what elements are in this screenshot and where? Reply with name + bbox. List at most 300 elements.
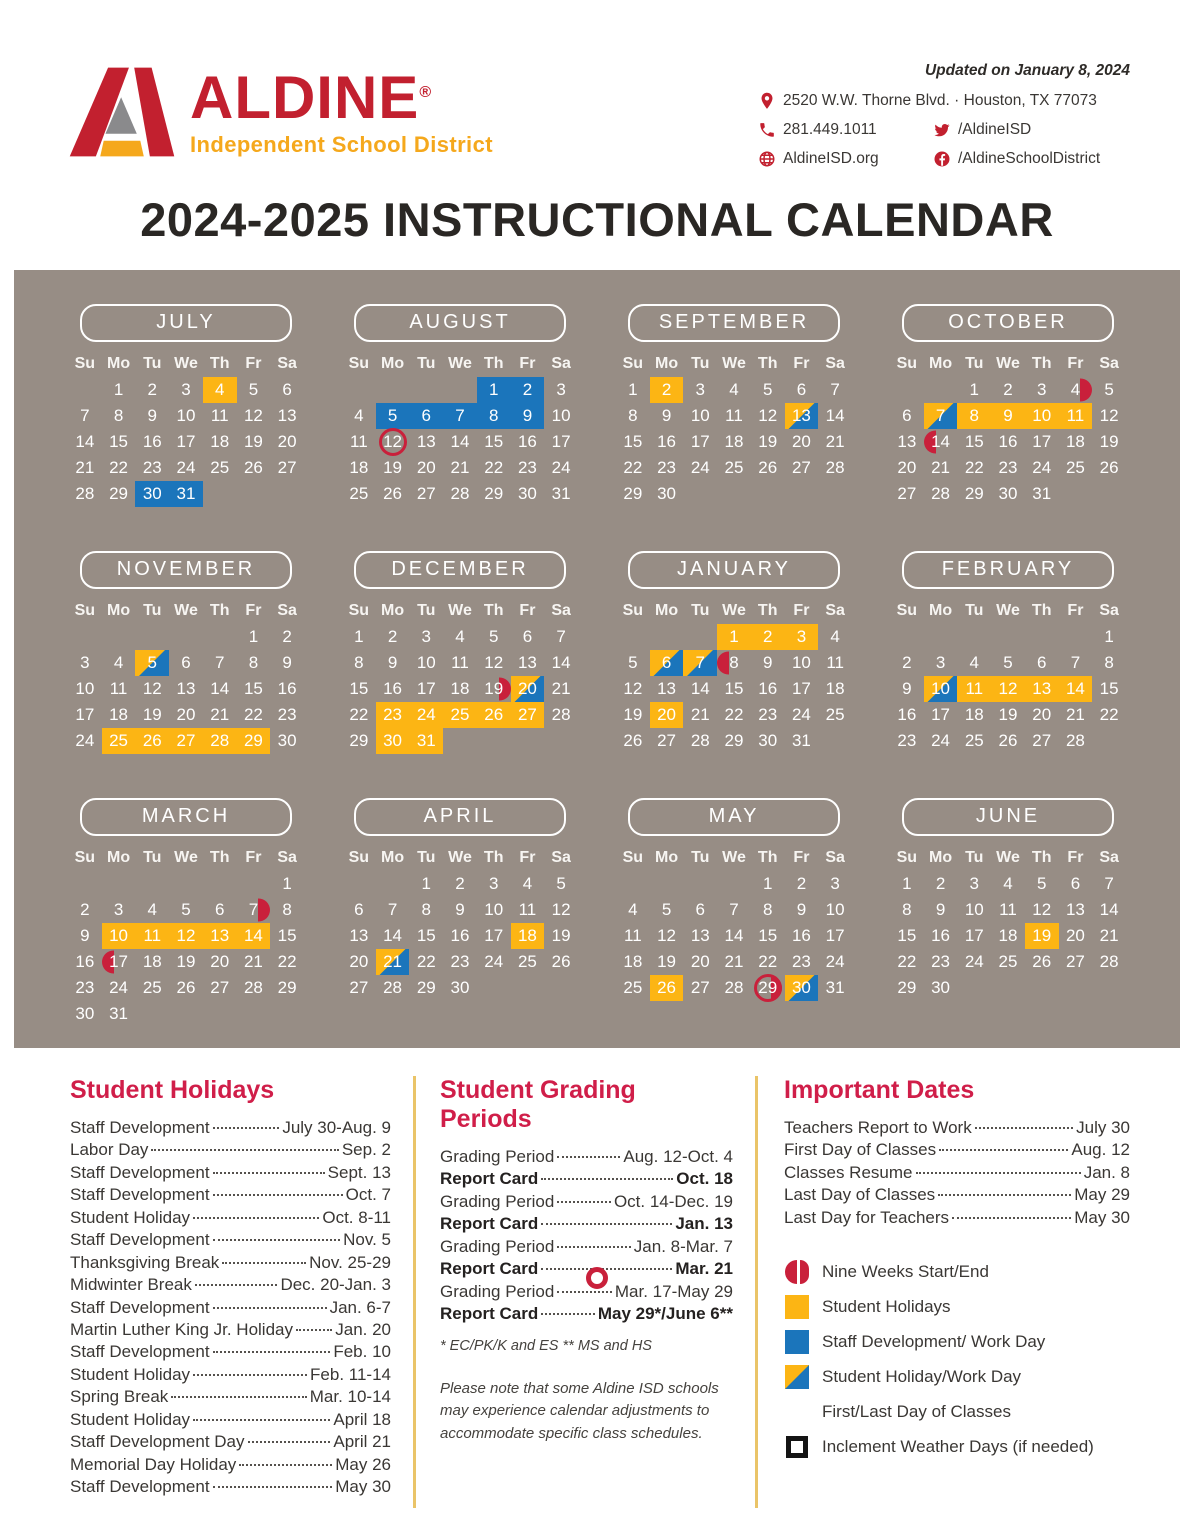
day-number: 30 (657, 484, 677, 503)
empty-cell (169, 624, 203, 650)
day-number: 3 (796, 627, 807, 646)
day-number: 21 (931, 458, 951, 477)
day-of-week-label: Mo (929, 602, 953, 619)
day-cell (1092, 455, 1126, 481)
day-number: 26 (758, 458, 778, 477)
blue-swatch-icon (785, 1330, 809, 1354)
day-cell (135, 949, 169, 975)
day-number: 9 (455, 900, 465, 919)
day-cell (818, 403, 852, 429)
day-cell (650, 481, 684, 507)
day-number: 18 (142, 952, 162, 971)
list-item (70, 1319, 391, 1341)
day-number: 12 (484, 653, 504, 672)
day-number: 13 (791, 406, 811, 425)
list-item (440, 1213, 733, 1235)
day-cell (924, 650, 958, 676)
empty-cell (342, 871, 376, 897)
twitter-icon (933, 121, 951, 139)
box-legend-icon (784, 1434, 810, 1460)
item-label: Grading Period (440, 1191, 555, 1211)
item-label: Staff Development (70, 1297, 210, 1317)
day-number: 21 (210, 705, 230, 724)
ring-legend-icon (784, 1399, 810, 1425)
day-number: 30 (277, 731, 297, 750)
day-cell (1059, 702, 1093, 728)
day-cell (443, 624, 477, 650)
day-cell (1092, 403, 1126, 429)
day-number: 1 (421, 874, 432, 893)
day-of-week-label: Tu (965, 355, 984, 372)
day-number: 1 (113, 380, 124, 399)
day-of-week-label: Su (622, 602, 644, 619)
website-row[interactable] (758, 150, 933, 168)
day-cell (270, 624, 304, 650)
month-days (890, 844, 1126, 1001)
day-cell (650, 403, 684, 429)
day-number: 5 (147, 653, 158, 672)
day-number: 20 (277, 432, 297, 451)
day-number: 25 (142, 978, 162, 997)
day-cell (376, 676, 410, 702)
dotted-leader (916, 1172, 1081, 1174)
day-of-week-label: Su (348, 602, 370, 619)
item-label: Staff Development (70, 1185, 210, 1205)
nine-weeks-end-marker (1080, 379, 1092, 402)
day-number: 22 (109, 458, 129, 477)
day-number: 4 (214, 380, 225, 399)
month-days (68, 350, 304, 507)
day-cell (1025, 403, 1059, 429)
day-cell (203, 923, 237, 949)
day-number: 15 (416, 926, 436, 945)
day-cell (342, 949, 376, 975)
item-date: Nov. 25-29 (309, 1252, 391, 1272)
facebook-row[interactable] (933, 150, 1130, 168)
empty-cell (616, 624, 650, 650)
day-cell (102, 377, 136, 403)
day-number: 9 (1003, 406, 1013, 425)
empty-cell (169, 871, 203, 897)
day-number: 20 (897, 458, 917, 477)
month-title: JULY (80, 304, 292, 342)
day-number: 18 (964, 705, 984, 724)
day-number: 23 (383, 705, 403, 724)
day-number: 10 (484, 900, 504, 919)
day-number: 25 (998, 952, 1018, 971)
day-number: 3 (421, 627, 432, 646)
day-number: 26 (383, 484, 403, 503)
day-number: 19 (1099, 432, 1119, 451)
day-cell (991, 676, 1025, 702)
day-number: 24 (1032, 458, 1052, 477)
day-cell (443, 975, 477, 1001)
empty-cell (102, 871, 136, 897)
day-number: 20 (517, 679, 537, 698)
item-label: Labor Day (70, 1140, 149, 1160)
day-cell (1059, 676, 1093, 702)
day-cell (376, 650, 410, 676)
day-number: 30 (791, 978, 811, 997)
day-number: 29 (964, 484, 984, 503)
day-number: 15 (277, 926, 297, 945)
day-cell (443, 949, 477, 975)
day-cell (616, 403, 650, 429)
day-number: 6 (282, 380, 292, 399)
day-number: 8 (282, 900, 292, 919)
empty-cell (616, 871, 650, 897)
day-number: 9 (796, 900, 807, 919)
day-cell (237, 377, 271, 403)
day-cell (443, 455, 477, 481)
item-date: Feb. 11-14 (310, 1364, 391, 1384)
list-item (440, 1191, 733, 1213)
day-cell (102, 403, 136, 429)
day-of-week-label: Sa (551, 849, 571, 866)
day-cell (818, 377, 852, 403)
day-number: 8 (628, 406, 638, 425)
day-of-week-label: Tu (143, 602, 162, 619)
empty-cell (924, 377, 958, 403)
day-of-week-label: Sa (551, 602, 571, 619)
day-number: 7 (1070, 653, 1081, 672)
day-number: 4 (113, 653, 124, 672)
day-cell (717, 455, 751, 481)
day-cell (376, 455, 410, 481)
day-cell (1092, 949, 1126, 975)
day-cell (203, 455, 237, 481)
day-cell (68, 702, 102, 728)
day-cell (203, 897, 237, 923)
day-number: 31 (416, 731, 436, 750)
day-of-week-label: Tu (417, 602, 436, 619)
day-cell (102, 923, 136, 949)
nine-weeks-icon (785, 1260, 809, 1284)
aldine-a-mark-icon (68, 60, 176, 164)
day-number: 19 (758, 432, 778, 451)
day-number: 22 (897, 952, 917, 971)
website-text: AldineISD.org (783, 150, 879, 167)
day-of-week-label: Mo (381, 602, 405, 619)
empty-cell (203, 871, 237, 897)
day-of-week-label: Su (896, 849, 918, 866)
day-cell (957, 429, 991, 455)
month-title: MAY (628, 798, 840, 836)
day-cell (544, 403, 578, 429)
day-number: 4 (455, 627, 465, 646)
day-cell (991, 650, 1025, 676)
aldine-logo (68, 60, 493, 164)
list-item (784, 1117, 1130, 1139)
day-cell (270, 377, 304, 403)
day-of-week-label: We (174, 849, 198, 866)
day-cell (68, 897, 102, 923)
bottom-section (0, 1048, 1194, 1508)
day-cell (270, 897, 304, 923)
day-number: 2 (796, 874, 807, 893)
day-number: 20 (1065, 926, 1085, 945)
day-cell (477, 624, 511, 650)
day-number: 14 (243, 926, 263, 945)
day-number: 17 (825, 926, 845, 945)
day-cell (818, 455, 852, 481)
day-number: 24 (109, 978, 129, 997)
day-number: 8 (1104, 653, 1114, 672)
list-item (70, 1431, 391, 1453)
day-of-week-label: Tu (417, 849, 436, 866)
day-cell (683, 676, 717, 702)
day-cell (135, 975, 169, 1001)
day-cell (818, 871, 852, 897)
day-of-week-label: Tu (691, 602, 710, 619)
day-of-week-label: Sa (277, 849, 297, 866)
day-cell (1025, 481, 1059, 507)
day-of-week-label: Mo (381, 849, 405, 866)
day-cell (1092, 702, 1126, 728)
day-number: 12 (1032, 900, 1052, 919)
month-november (68, 551, 304, 754)
day-number: 14 (450, 432, 470, 451)
day-number: 16 (450, 926, 470, 945)
day-of-week-label: Mo (381, 355, 405, 372)
month-title: NOVEMBER (80, 551, 292, 589)
dotted-leader (248, 1441, 331, 1443)
day-number: 1 (282, 874, 292, 893)
day-number: 24 (964, 952, 984, 971)
item-label: Memorial Day Holiday (70, 1454, 237, 1474)
day-number: 5 (628, 653, 638, 672)
day-number: 16 (657, 432, 677, 451)
day-cell (751, 429, 785, 455)
empty-cell (135, 871, 169, 897)
day-of-week-label: Mo (929, 849, 953, 866)
dotted-leader (193, 1217, 319, 1219)
day-number: 17 (791, 679, 811, 698)
day-cell (785, 403, 819, 429)
day-cell (270, 975, 304, 1001)
legend-label: Inclement Weather Days (if needed) (822, 1437, 1094, 1457)
day-number: 11 (350, 432, 368, 451)
day-cell (751, 728, 785, 754)
day-cell (1059, 923, 1093, 949)
day-cell (650, 728, 684, 754)
item-label: Grading Period (440, 1281, 555, 1301)
day-cell (751, 871, 785, 897)
item-date: Jan. 13 (675, 1214, 733, 1234)
day-number: 26 (1032, 952, 1052, 971)
day-cell (511, 624, 545, 650)
empty-cell (342, 377, 376, 403)
day-cell (818, 624, 852, 650)
day-number: 17 (109, 952, 129, 971)
day-number: 15 (1099, 679, 1119, 698)
legend-item (784, 1294, 1130, 1320)
day-of-week-label: Fr (1067, 355, 1084, 372)
day-cell (785, 650, 819, 676)
day-number: 21 (1099, 926, 1119, 945)
day-cell (135, 481, 169, 507)
item-date: Jan. 6-7 (329, 1297, 391, 1317)
day-cell (342, 897, 376, 923)
day-number: 30 (142, 484, 162, 503)
day-of-week-label: Mo (107, 602, 131, 619)
month-days (890, 350, 1126, 507)
day-number: 27 (416, 484, 436, 503)
day-cell (376, 975, 410, 1001)
day-number: 3 (830, 874, 840, 893)
list-item (784, 1139, 1130, 1161)
important-dates-heading: Important Dates (784, 1076, 975, 1104)
address-text: 2520 W.W. Thorne Blvd. · Houston, TX 77073 (783, 92, 1097, 109)
day-of-week-label: We (996, 849, 1020, 866)
day-number: 12 (623, 679, 643, 698)
day-number: 23 (142, 458, 162, 477)
dotted-leader (213, 1239, 341, 1241)
dotted-leader (171, 1396, 306, 1398)
day-cell (785, 377, 819, 403)
day-cell (169, 377, 203, 403)
day-cell (751, 897, 785, 923)
day-number: 28 (931, 484, 951, 503)
dotted-leader (213, 1486, 333, 1488)
day-cell (342, 455, 376, 481)
day-cell (409, 481, 443, 507)
day-cell (818, 923, 852, 949)
day-cell (511, 897, 545, 923)
day-cell (890, 455, 924, 481)
day-number: 16 (75, 952, 95, 971)
day-cell (650, 949, 684, 975)
day-cell (616, 975, 650, 1001)
day-cell (409, 676, 443, 702)
day-cell (683, 377, 717, 403)
day-number: 24 (176, 458, 196, 477)
item-label: Staff Development (70, 1230, 210, 1250)
day-number: 2 (387, 627, 398, 646)
day-number: 9 (522, 406, 533, 425)
item-date: Feb. 10 (333, 1342, 391, 1362)
empty-cell (237, 871, 271, 897)
day-number: 6 (661, 653, 672, 672)
legend-label: Student Holiday/Work Day (822, 1367, 1022, 1387)
day-number: 24 (825, 952, 845, 971)
day-cell (477, 481, 511, 507)
day-of-week-label: Tu (143, 355, 162, 372)
months-grid (68, 304, 1126, 1027)
day-number: 13 (897, 432, 917, 451)
calendar-panel (14, 270, 1180, 1048)
day-cell (409, 702, 443, 728)
day-number: 18 (349, 458, 369, 477)
day-number: 18 (724, 432, 744, 451)
day-cell (443, 650, 477, 676)
item-label: Staff Development (70, 1162, 210, 1182)
day-cell (169, 923, 203, 949)
item-label: Report Card (440, 1259, 539, 1279)
day-cell (616, 949, 650, 975)
day-of-week-label: Tu (417, 355, 436, 372)
day-number: 22 (1099, 705, 1119, 724)
day-of-week-label: Th (1031, 849, 1052, 866)
day-number: 30 (998, 484, 1018, 503)
item-date: April 21 (333, 1432, 391, 1452)
day-number: 9 (387, 653, 398, 672)
day-cell (890, 975, 924, 1001)
item-date: Aug. 12 (1071, 1140, 1130, 1160)
day-number: 15 (964, 432, 984, 451)
day-number: 14 (825, 406, 845, 425)
day-cell (957, 871, 991, 897)
item-label: Martin Luther King Jr. Holiday (70, 1319, 293, 1339)
address-row (758, 92, 1130, 110)
day-cell (1059, 429, 1093, 455)
day-cell (717, 429, 751, 455)
day-number: 24 (690, 458, 710, 477)
day-of-week-label: Mo (655, 355, 679, 372)
day-cell (1025, 676, 1059, 702)
day-cell (342, 624, 376, 650)
empty-cell (1025, 624, 1059, 650)
day-number: 4 (628, 900, 638, 919)
day-of-week-label: Sa (277, 355, 297, 372)
day-cell (1059, 949, 1093, 975)
day-cell (135, 728, 169, 754)
day-of-week-label: Tu (965, 602, 984, 619)
important-dates-column (758, 1076, 1130, 1508)
day-of-week-label: We (174, 355, 198, 372)
day-cell (616, 728, 650, 754)
day-cell (683, 429, 717, 455)
list-item (440, 1168, 733, 1190)
day-number: 12 (243, 406, 263, 425)
day-of-week-label: Mo (655, 849, 679, 866)
day-cell (409, 403, 443, 429)
day-cell (443, 481, 477, 507)
day-of-week-label: Th (757, 602, 778, 619)
item-date: July 30-Aug. 9 (282, 1118, 391, 1137)
day-cell (376, 429, 410, 455)
item-label: Teachers Report to Work (784, 1118, 972, 1137)
day-number: 12 (657, 926, 677, 945)
day-number: 9 (902, 679, 912, 698)
day-number: 11 (999, 900, 1017, 919)
day-number: 31 (791, 731, 811, 750)
day-cell (751, 624, 785, 650)
day-number: 28 (210, 731, 230, 750)
day-number: 10 (931, 679, 951, 698)
day-cell (683, 403, 717, 429)
day-cell (717, 728, 751, 754)
day-number: 4 (147, 900, 158, 919)
day-cell (890, 481, 924, 507)
day-number: 10 (416, 653, 436, 672)
day-number: 23 (998, 458, 1018, 477)
day-cell (924, 455, 958, 481)
twitter-row[interactable] (933, 121, 1130, 139)
day-number: 26 (484, 705, 504, 724)
day-cell (890, 702, 924, 728)
day-cell (376, 728, 410, 754)
day-number: 11 (210, 406, 229, 425)
month-may (616, 798, 852, 1027)
day-cell (890, 429, 924, 455)
day-cell (203, 702, 237, 728)
logo-wordmark: ALDINE® (190, 64, 433, 131)
list-item (70, 1297, 391, 1319)
day-cell (135, 702, 169, 728)
day-number: 4 (1003, 874, 1013, 893)
day-cell (683, 650, 717, 676)
